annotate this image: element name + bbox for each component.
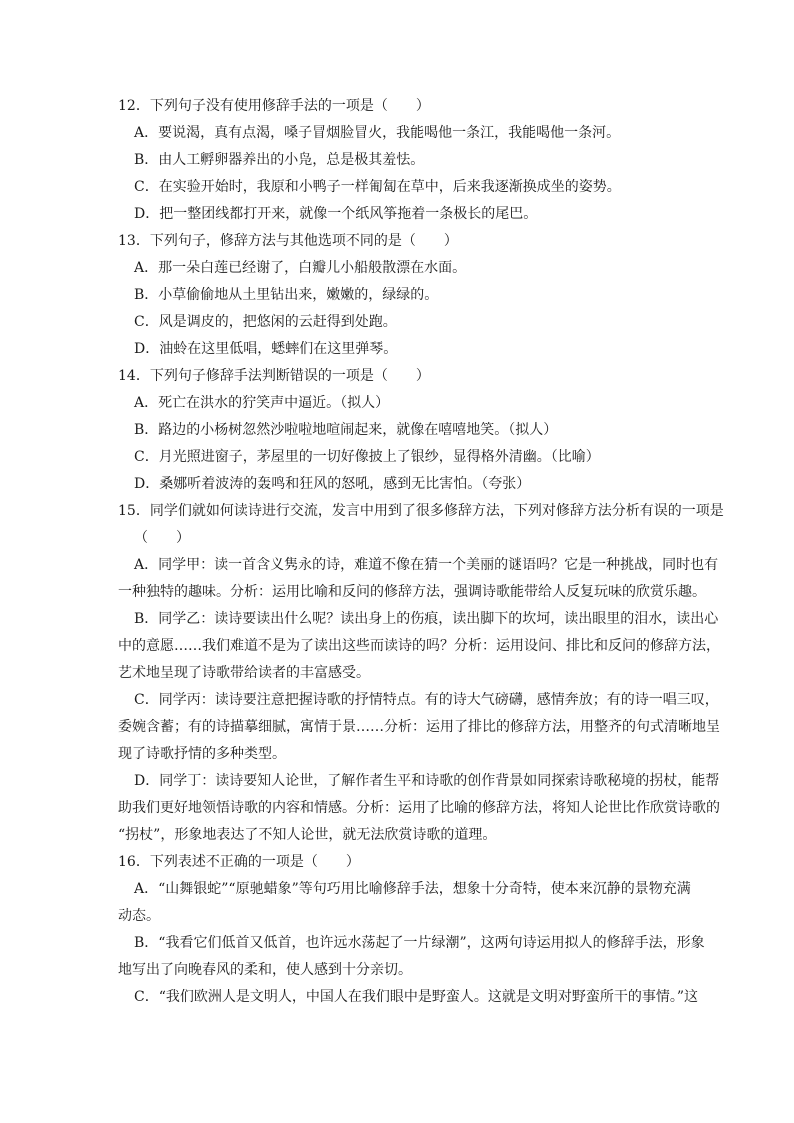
question-12-option-a: A．要说渴，真有点渴，嗓子冒烟脸冒火，我能喝他一条江，我能喝他一条河。 <box>134 125 621 141</box>
question-16-option-b-line-2: 地写出了向晚春风的柔和，使人感到十分亲切。 <box>118 962 412 978</box>
question-14-option-d: D．桑娜听着波涛的轰鸣和狂风的怒吼，感到无比害怕。（夸张） <box>134 476 531 492</box>
question-16-option-c-line-1: C．“我们欧洲人是文明人，中国人在我们眼中是野蛮人。这就是文明对野蛮所干的事情。”这 <box>134 989 699 1005</box>
question-15-option-b-line-2: 中的意愿……我们难道不是为了读出这些而读诗的吗？分析：运用设问、排比和反问的修辞方法， <box>118 638 720 654</box>
question-15-option-c-line-3: 现了诗歌抒情的多种类型。 <box>118 746 286 762</box>
question-16-option-b-line-1: B．“我看它们低首又低首，也许远水荡起了一片绿潮”，这两句诗运用拟人的修辞手法，形象 <box>134 935 705 951</box>
question-16-option-a-line-1: A．“山舞银蛇”“原驰蜡象”等句巧用比喻修辞手法，想象十分奇特，使本来沉静的景物充满 <box>134 881 691 897</box>
question-13-option-b: B．小草偷偷地从土里钻出来，嫩嫩的，绿绿的。 <box>134 287 439 303</box>
question-15-stem-cont: （ ） <box>134 530 190 546</box>
question-15-option-a-line-1: A．同学甲：读一首含义隽永的诗，难道不像在猜一个美丽的谜语吗？它是一种挑战，同时也有 <box>134 557 719 573</box>
question-14-option-a: A．死亡在洪水的狞笑声中逼近。（拟人） <box>134 395 390 411</box>
question-15-option-d-line-3: “拐杖”，形象地表达了不知人论世，就无法欣赏诗歌的道理。 <box>118 827 497 843</box>
question-12-option-b: B．由人工孵卵器养出的小凫，总是极其羞怯。 <box>134 152 425 168</box>
question-list <box>118 93 724 1011</box>
question-15-option-a-line-2: 一种独特的趣味。分析：运用比喻和反问的修辞方法，强调诗歌能带给人反复玩味的欣赏乐趣。 <box>118 584 706 600</box>
question-12-option-c: C．在实验开始时，我原和小鸭子一样匍匐在草中，后来我逐渐换成坐的姿势。 <box>134 179 621 195</box>
question-13-stem: 13．下列句子，修辞方法与其他选项不同的是（ ） <box>118 233 458 249</box>
question-13-option-a: A．那一朵白莲已经谢了，白瓣儿小船般散漂在水面。 <box>134 260 467 276</box>
question-16-stem: 16．下列表述不正确的一项是（ ） <box>118 854 360 870</box>
question-14-option-c: C．月光照进窗子，茅屋里的一切好像披上了银纱，显得格外清幽。（比喻） <box>134 449 600 465</box>
question-15-option-d-line-1: D．同学丁：读诗要知人论世，了解作者生平和诗歌的创作背景如同探索诗歌秘境的拐杖，能帮 <box>134 773 720 789</box>
question-15-option-b-line-3: 艺术地呈现了诗歌带给读者的丰富感受。 <box>118 665 370 681</box>
question-14-stem: 14．下列句子修辞手法判断错误的一项是（ ） <box>118 368 430 384</box>
question-13-option-d: D．油蛉在这里低唱，蟋蟀们在这里弹琴。 <box>134 341 398 357</box>
question-15-option-b-line-1: B．同学乙：读诗要读出什么呢？读出身上的伤痕，读出脚下的坎坷，读出眼里的泪水，读出心 <box>134 611 719 627</box>
question-16-option-a-line-2: 动态。 <box>118 908 160 924</box>
question-15-stem: 15．同学们就如何读诗进行交流，发言中用到了很多修辞方法，下列对修辞方法分析有误的一项是 <box>118 503 724 519</box>
question-15-option-c-line-2: 委婉含蓄；有的诗描摹细腻，寓情于景……分析：运用了排比的修辞方法，用整齐的句式清晰地呈 <box>118 719 720 735</box>
question-13-option-c: C．风是调皮的，把悠闲的云赶得到处跑。 <box>134 314 397 330</box>
question-14-option-b: B．路边的小杨树忽然沙啦啦地喧闹起来，就像在嘻嘻地笑。（拟人） <box>134 422 558 438</box>
question-15-option-d-line-2: 助我们更好地领悟诗歌的内容和情感。分析：运用了比喻的修辞方法，将知人论世比作欣赏诗歌的 <box>118 800 720 816</box>
question-15-option-c-line-1: C．同学丙：读诗要注意把握诗歌的抒情特点。有的诗大气磅礴，感情奔放；有的诗一唱三叹， <box>134 692 719 708</box>
question-12-option-d: D．把一整团线都打开来，就像一个纸风筝拖着一条极长的尾巴。 <box>134 206 538 222</box>
question-12-stem: 12．下列句子没有使用修辞手法的一项是（ ） <box>118 98 430 114</box>
